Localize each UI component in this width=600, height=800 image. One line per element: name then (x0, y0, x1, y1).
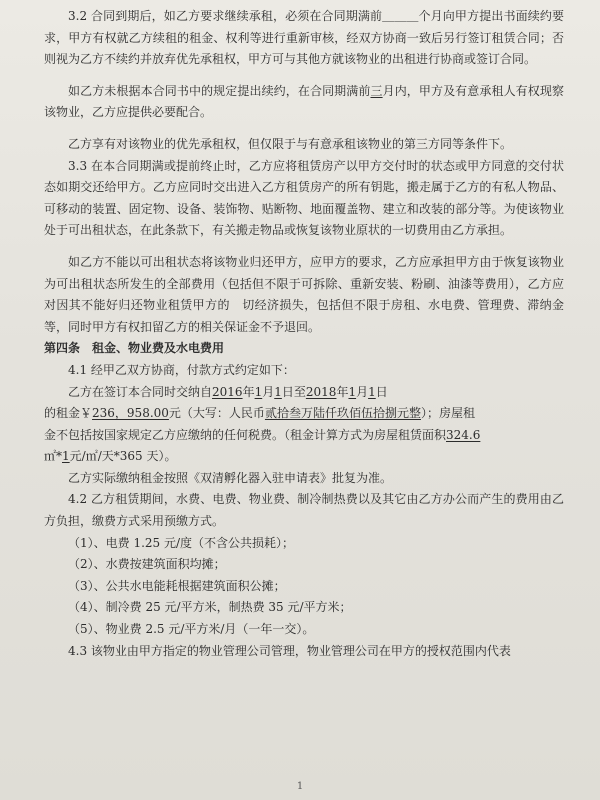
page-number: 1 (296, 781, 304, 792)
inspection-months: 三 (370, 83, 383, 98)
fee-item-electricity: （1）、电费 1.25 元/度（不含公共损耗）； (68, 535, 295, 550)
rent-basis-line: 乙方实际缴纳租金按照《双清孵化器入驻申请表》批复为准。 (68, 470, 393, 485)
clause-3-2-renewal: 3.2 合同到期后，如乙方要求继续承租，必须在合同期满前＿＿＿个月向甲方提出书面续约要求，甲方有权就乙方续租的租金、权利等进行重新审核，经双方协商一致后另行签订租赁合同；否则视为乙方不续约并放弃优先承租权，甲方可与其他方就该物业的出租进行协商或签订合同。 (44, 9, 564, 67)
rent-amount-line: 的租金￥236，958.00元（大写：人民币贰拾叁万陆仟玖佰伍拾捌元整）；房屋租 (44, 406, 475, 421)
article-4-heading: 第四条 租金、物业费及水电费用 (44, 341, 225, 356)
start-day: 1 (274, 384, 282, 399)
start-month: 1 (254, 384, 263, 399)
rent-tax-line: 金不包括按国家规定乙方应缴纳的任何税费。（租金计算方式为房屋租赁面积324.6 (44, 427, 481, 442)
clause-4-1-intro: 4.1 经甲乙双方协商，付款方式约定如下： (68, 362, 295, 377)
fee-item-water: （2）、水费按建筑面积均摊； (68, 557, 226, 572)
clause-4-3: 4.3 该物业由甲方指定的物业管理公司管理，物业管理公司在甲方的授权范围内代表 (68, 643, 511, 658)
fee-item-public-utilities: （3）、公共水电能耗根据建筑面积公摊； (68, 578, 286, 593)
rent-amount: 236，958.00 (92, 406, 169, 421)
rent-amount-words: 贰拾叁万陆仟玖佰伍拾捌元整 (264, 406, 421, 421)
end-month: 1 (348, 384, 357, 399)
contract-text (44, 6, 564, 662)
clause-3-2-priority: 乙方享有对该物业的优先承租权，但仅限于与有意承租该物业的第三方同等条件下。 (68, 136, 513, 151)
fee-item-cooling-heating: （4）、制冷费 25 元/平方米，制热费 35 元/平方米； (68, 600, 352, 615)
rent-formula-line: ㎡*1元/㎡/天*365 天）。 (44, 449, 177, 464)
unit-price: 1 (62, 449, 70, 464)
rental-area: 324.6 (446, 427, 481, 442)
clause-3-2-inspection: 如乙方未根据本合同书中的规定提出续约，在合同期满前三月内，甲方及有意承租人有权现察该物业，乙方应提供必要配合。 (44, 83, 564, 120)
clause-4-2: 4.2 乙方租赁期间，水费、电费、物业费、制冷制热费以及其它由乙方办公而产生的费用由乙方负担，缴费方式采用预缴方式。 (44, 492, 564, 529)
fee-item-property: （5）、物业费 2.5 元/平方米/月（一年一交）。 (68, 622, 315, 637)
start-year: 2016 (212, 384, 243, 399)
end-year: 2018 (305, 384, 337, 399)
rent-period-line: 乙方在签订本合同时交纳自2016年1月1日至2018年1月1日 (68, 384, 388, 399)
clause-3-3-restore-costs: 如乙方不能以可出租状态将该物业归还甲方，应甲方的要求，乙方应承担甲方由于恢复该物业为可出租状态所发生的全部费用（包括但不限于可拆除、重新安装、粉刷、油漆等费用），乙方应对因其不能好归还物业租赁甲方的 切经济损失，包括但不限于房租、水电费、管理费、滞纳金等，同时甲方有权扣留乙方的相关保证金不予退回。 (44, 254, 564, 334)
clause-3-3-return: 3.3 在本合同期满或提前终止时，乙方应将租赁房产以甲方交付时的状态或甲方同意的交付状态如期交还给甲方。乙方应同时交出进入乙方租赁房产的所有钥匙，搬走属于乙方的有私人物品、可移动的装置、固定物、设备、装饰物、贴断物、地面覆盖物、建立和改装的部分等。为使该物业处于可出租状态，在此条款下，有关搬走物品或恢复该物业原状的一切费用由乙方承担。 (44, 158, 564, 238)
end-day: 1 (368, 384, 376, 399)
